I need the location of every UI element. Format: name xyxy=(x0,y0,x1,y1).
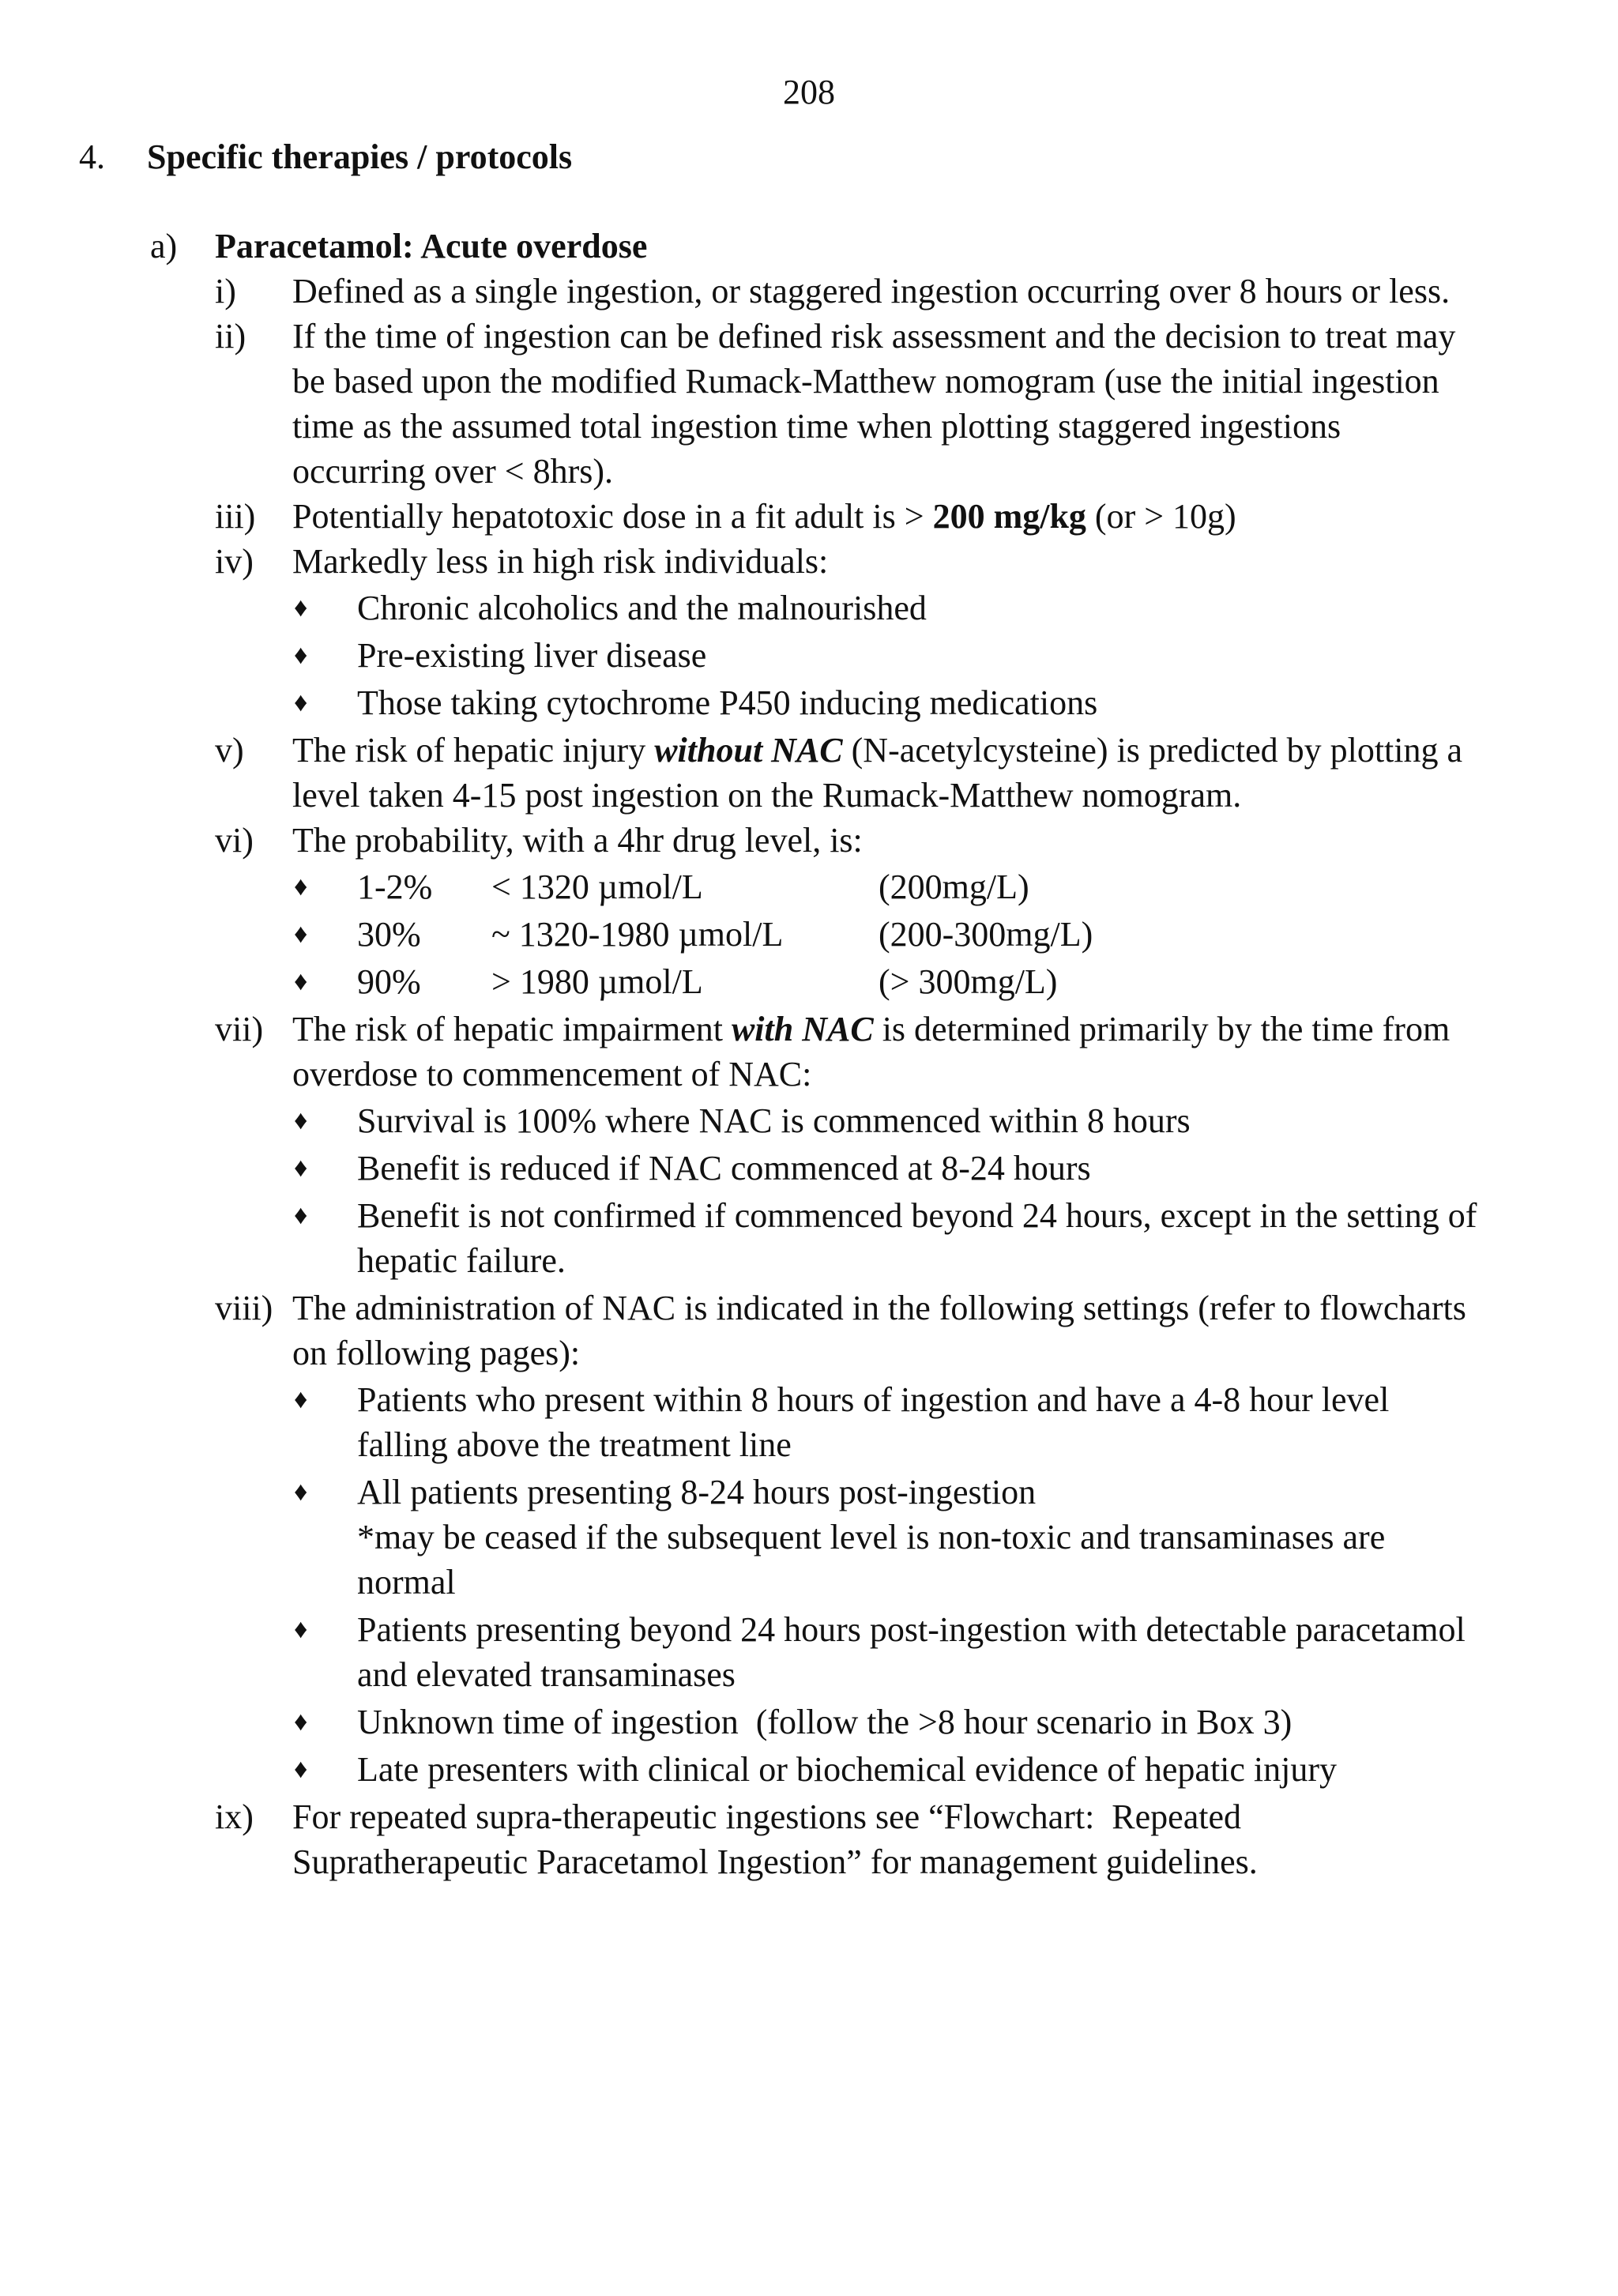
umol-cell: < 1320 µmol/L xyxy=(491,868,703,906)
list-item xyxy=(292,1607,1477,1697)
list-item xyxy=(292,1470,1477,1605)
bullet-text: Late presenters with clinical or biochemical evidence of hepatic injury xyxy=(357,1750,1338,1789)
diamond-bullet-icon: ♦ xyxy=(294,1755,308,1784)
item-text: The probability, with a 4hr drug level, is: xyxy=(292,821,863,860)
list-item xyxy=(292,1098,1477,1143)
umol-cell: ~ 1320-1980 µmol/L xyxy=(491,915,784,954)
diamond-bullet-icon: ♦ xyxy=(294,1106,308,1135)
page-number: 208 xyxy=(783,73,835,111)
diamond-bullet-icon: ♦ xyxy=(294,688,308,717)
mg-cell: (200-300mg/L) xyxy=(879,915,1093,954)
umol-cell: > 1980 µmol/L xyxy=(491,962,703,1001)
item-label: iv) xyxy=(215,542,254,581)
item-text: The risk of hepatic injury xyxy=(292,731,655,770)
bullet-text: Chronic alcoholics and the malnourished xyxy=(357,589,927,627)
subsection-title: Paracetamol: Acute overdose xyxy=(215,227,648,265)
item-label: v) xyxy=(215,731,244,770)
item-label: viii) xyxy=(215,1289,273,1327)
table-row xyxy=(292,912,1477,957)
diamond-bullet-icon: ♦ xyxy=(294,1477,308,1507)
dose-threshold: 200 mg/kg xyxy=(932,497,1086,536)
table-row xyxy=(292,959,1477,1004)
probability-cell: 30% xyxy=(357,915,421,954)
bullet-text: Patients who present within 8 hours of ingestion and have a 4-8 hour level falling above the treatment line xyxy=(357,1380,1390,1464)
diamond-bullet-icon: ♦ xyxy=(294,593,308,623)
item-text: Defined as a single ingestion, or staggered ingestion occurring over 8 hours or less. xyxy=(292,272,1451,311)
item-label: vi) xyxy=(215,821,254,860)
item-label: ix) xyxy=(215,1797,254,1836)
diamond-bullet-icon: ♦ xyxy=(294,967,308,996)
diamond-bullet-icon: ♦ xyxy=(294,641,308,670)
item-v xyxy=(150,728,1477,818)
item-i xyxy=(150,269,1477,314)
item-ii xyxy=(150,314,1477,494)
section-title: Specific therapies / protocols xyxy=(147,137,573,176)
item-text: For repeated supra-therapeutic ingestions see “Flowchart: Repeated Supratherapeutic Paracetamol Ingestion” for management guidelines. xyxy=(292,1797,1258,1881)
item-text-tail: is determined primarily by the time from overdose to commencement of NAC: xyxy=(292,1010,1451,1093)
diamond-bullet-icon: ♦ xyxy=(294,920,308,949)
item-label: ii) xyxy=(215,317,246,356)
list-item xyxy=(292,680,1477,725)
item-text: The administration of NAC is indicated in the following settings (refer to flowcharts on following pages): xyxy=(292,1289,1466,1372)
item-iii xyxy=(150,494,1477,539)
section-number: 4. xyxy=(79,137,105,176)
item-text: If the time of ingestion can be defined risk assessment and the decision to treat may be based upon the modified Rumack-Matthew nomogram (use the initial ingestion time as the assumed total ingestion time when plotting staggered ingestions occurring over < 8hrs). xyxy=(292,317,1456,491)
item-vii xyxy=(150,1007,1477,1283)
item-label: vii) xyxy=(215,1010,264,1048)
item-text: Markedly less in high risk individuals: xyxy=(292,542,829,581)
bullet-text: Benefit is not confirmed if commenced beyond 24 hours, except in the setting of hepatic failure. xyxy=(357,1196,1477,1280)
list-item xyxy=(292,585,1477,630)
diamond-bullet-icon: ♦ xyxy=(294,1154,308,1183)
item-ix xyxy=(150,1794,1477,1884)
bullet-note: *may be ceased if the subsequent level is non-toxic and transaminases are normal xyxy=(357,1518,1386,1602)
diamond-bullet-icon: ♦ xyxy=(294,1615,308,1644)
bullet-list xyxy=(292,1098,1477,1283)
probability-cell: 1-2% xyxy=(357,868,433,906)
item-text: Potentially hepatotoxic dose in a fit adult is > xyxy=(292,497,933,536)
document-body xyxy=(150,224,1477,1884)
item-text-tail: (or > 10g) xyxy=(1086,497,1236,536)
mg-cell: (> 300mg/L) xyxy=(879,962,1058,1001)
emphasis-with-nac: with NAC xyxy=(731,1010,874,1048)
subsection-heading xyxy=(150,224,1477,269)
probability-cell: 90% xyxy=(357,962,421,1001)
bullet-text: Survival is 100% where NAC is commenced within 8 hours xyxy=(357,1101,1191,1140)
bullet-text: Unknown time of ingestion (follow the >8 hour scenario in Box 3) xyxy=(357,1703,1293,1741)
section-heading xyxy=(79,134,572,179)
list-item xyxy=(292,1699,1477,1745)
item-viii xyxy=(150,1285,1477,1792)
bullet-text: Pre-existing liver disease xyxy=(357,636,707,675)
probability-table xyxy=(292,864,1477,1004)
bullet-text: Those taking cytochrome P450 inducing medications xyxy=(357,683,1098,722)
subsection-label: a) xyxy=(150,227,178,265)
diamond-bullet-icon: ♦ xyxy=(294,1385,308,1414)
bullet-list xyxy=(292,1377,1477,1792)
list-item xyxy=(292,633,1477,678)
list-item xyxy=(292,1747,1477,1792)
bullet-text: Benefit is reduced if NAC commenced at 8-24 hours xyxy=(357,1149,1091,1188)
bullet-text: All patients presenting 8-24 hours post-ingestion xyxy=(357,1473,1037,1511)
mg-cell: (200mg/L) xyxy=(879,868,1029,906)
diamond-bullet-icon: ♦ xyxy=(294,1707,308,1737)
item-label: i) xyxy=(215,272,236,311)
bullet-list xyxy=(292,585,1477,725)
item-iv xyxy=(150,539,1477,725)
emphasis-without-nac: without NAC xyxy=(654,731,843,770)
table-row xyxy=(292,864,1477,909)
list-item xyxy=(292,1193,1477,1283)
list-item xyxy=(292,1146,1477,1191)
list-item xyxy=(292,1377,1477,1467)
item-vi xyxy=(150,818,1477,1004)
diamond-bullet-icon: ♦ xyxy=(294,1201,308,1230)
item-text-tail: (N-acetylcysteine) is predicted by plotting a level taken 4-15 post ingestion on the Rumack-Matthew nomogram. xyxy=(292,731,1463,815)
diamond-bullet-icon: ♦ xyxy=(294,872,308,901)
item-text: The risk of hepatic impairment xyxy=(292,1010,732,1048)
bullet-text: Patients presenting beyond 24 hours post-ingestion with detectable paracetamol and elevated transaminases xyxy=(357,1610,1466,1694)
item-label: iii) xyxy=(215,497,256,536)
